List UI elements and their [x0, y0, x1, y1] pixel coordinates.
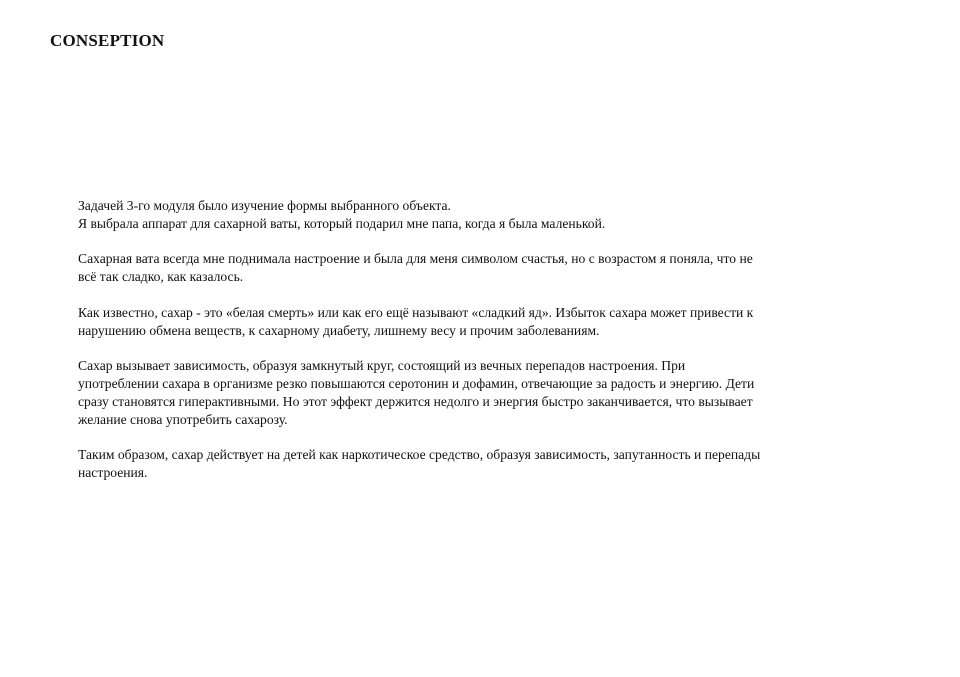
text-line: всё так сладко, как казалось. — [78, 269, 244, 285]
text-line: Задачей 3-го модуля было изучение формы выбранного объекта. — [78, 198, 451, 213]
paragraph-sugar-harm — [78, 304, 878, 340]
paragraph-task — [78, 197, 878, 233]
text-line: Сахар вызывает зависимость, образуя замкнутый круг, состоящий из вечных перепадов настроения. При — [78, 358, 686, 374]
body-text — [78, 197, 878, 500]
paragraph-conclusion — [78, 446, 878, 482]
text-line: Таким образом, сахар действует на детей как наркотическое средство, образуя зависимость, запутанность и перепады — [78, 447, 761, 463]
paragraph-cotton-candy — [78, 250, 878, 286]
text-line: сразу становятся гиперактивными. Но этот эффект держится недолго и энергия быстро заканчивается, что вызывает — [78, 393, 753, 409]
text-line: желание снова употребить сахарозу. — [78, 411, 288, 427]
text-line: нарушению обмена веществ, к сахарному диабету, лишнему весу и прочим заболеваниям. — [78, 322, 600, 338]
paragraph-addiction — [78, 357, 878, 428]
text-line: Сахарная вата всегда мне поднимала настроение и была для меня символом счастья, но с возрастом я поняла, что не — [78, 251, 753, 267]
page-title: CONSEPTION — [50, 31, 165, 50]
text-line: настроения. — [78, 464, 148, 480]
text-line: Как известно, сахар - это «белая смерть» или как его ещё называют «сладкий яд». Избыток сахара может привести к — [78, 304, 754, 320]
text-line: употреблении сахара в организме резко повышаются серотонин и дофамин, отвечающие за радость и энергию. Дети — [78, 375, 755, 391]
text-line: Я выбрала аппарат для сахарной ваты, который подарил мне папа, когда я была маленькой. — [78, 215, 606, 231]
